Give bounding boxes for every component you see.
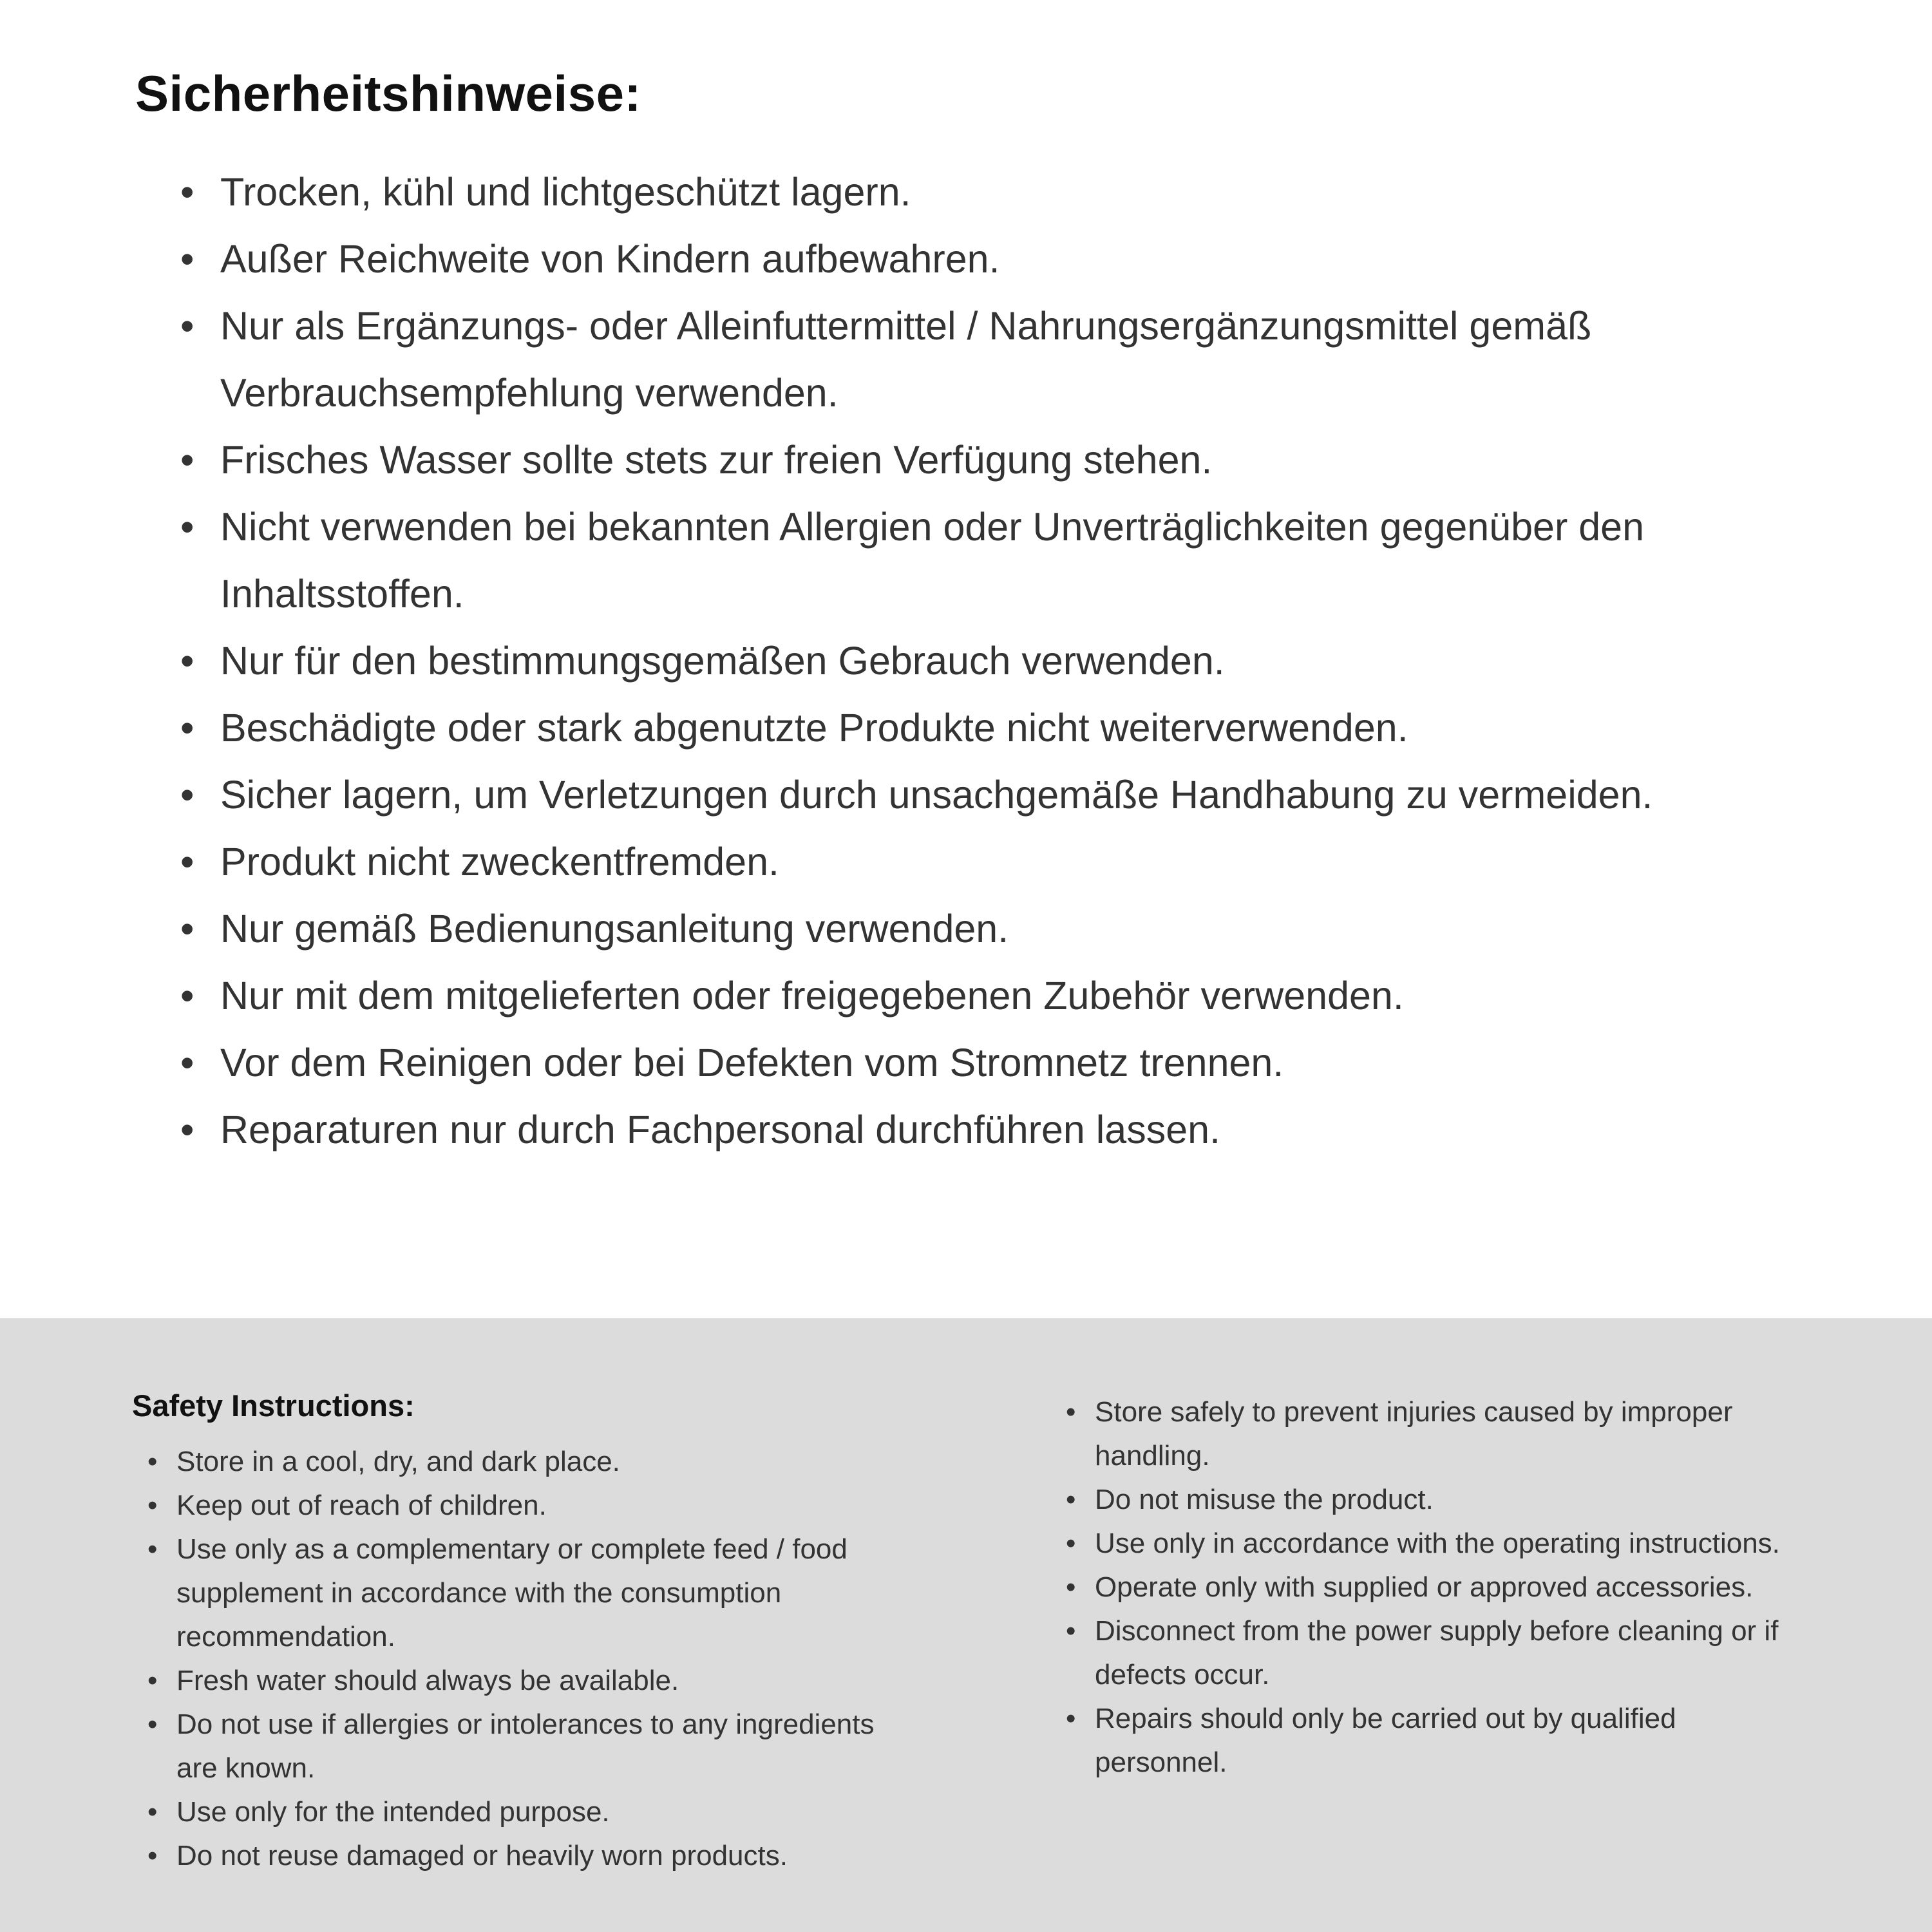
german-list-item-text: Beschädigte oder stark abgenutzte Produkte nicht weiterverwenden. (220, 706, 1408, 750)
bullet-marker: • (180, 170, 194, 214)
german-list-item-text: Frisches Wasser sollte stets zur freien Verfügung stehen. (220, 438, 1213, 482)
english-safety-list-right (1066, 1390, 1839, 1785)
bullet-marker: • (147, 1446, 158, 1477)
bullet-marker: • (180, 438, 194, 482)
english-list-item (147, 1484, 1001, 1528)
english-list-item (147, 1703, 1001, 1790)
english-list-item-text: Do not reuse damaged or heavily worn products. (176, 1840, 788, 1871)
bullet-marker: • (180, 706, 194, 750)
english-list-item-text: Use only for the intended purpose. (176, 1796, 610, 1828)
bullet-marker: • (180, 237, 194, 281)
bullet-marker: • (180, 840, 194, 884)
german-list-item (180, 493, 1687, 627)
german-safety-list (180, 158, 1687, 1163)
bullet-marker: • (180, 304, 194, 348)
german-list-item-text: Nur mit dem mitgelieferten oder freigegebenen Zubehör verwenden. (220, 974, 1404, 1018)
german-list-item-text: Nur gemäß Bedienungsanleitung verwenden. (220, 907, 1009, 951)
german-list-item-text: Nur als Ergänzungs- oder Alleinfuttermittel / Nahrungsergänzungsmittel gemäß Verbrauchsempfehlung verwenden. (220, 304, 1592, 415)
english-list-item (147, 1790, 1001, 1834)
english-list-item-text: Keep out of reach of children. (176, 1490, 547, 1521)
german-list-item-text: Nicht verwenden bei bekannten Allergien oder Unverträglichkeiten gegenüber den Inhaltsstoffen. (220, 505, 1645, 616)
bullet-marker: • (147, 1840, 158, 1871)
bullet-marker: • (180, 505, 194, 549)
english-list-item-text: Store in a cool, dry, and dark place. (176, 1446, 620, 1477)
german-list-item (180, 962, 1687, 1029)
english-list-item (147, 1528, 1001, 1659)
english-list-item (147, 1440, 1001, 1484)
english-column-left (132, 1388, 1001, 1932)
german-list-item (180, 426, 1687, 493)
german-list-item-text: Reparaturen nur durch Fachpersonal durchführen lassen. (220, 1108, 1221, 1151)
english-list-item (1066, 1390, 1839, 1478)
bullet-marker: • (180, 639, 194, 683)
german-list-item (180, 225, 1687, 292)
bullet-marker: • (180, 974, 194, 1018)
english-list-item-text: Use only as a complementary or complete feed / food supplement in accordance with the consumption recommendation. (176, 1533, 848, 1653)
bullet-marker: • (1066, 1396, 1076, 1428)
bullet-marker: • (147, 1796, 158, 1828)
english-safety-list-left (147, 1440, 1001, 1878)
bullet-marker: • (180, 1108, 194, 1151)
english-column-right (1066, 1388, 1839, 1932)
bullet-marker: • (147, 1490, 158, 1521)
german-list-item (180, 1029, 1687, 1096)
english-list-item-text: Fresh water should always be available. (176, 1665, 679, 1696)
english-section (0, 1318, 1932, 1932)
german-list-item (180, 158, 1687, 225)
german-list-item-text: Außer Reichweite von Kindern aufbewahren. (220, 237, 1000, 281)
english-list-item (1066, 1697, 1839, 1785)
english-list-item-text: Do not use if allergies or intolerances to any ingredients are known. (176, 1709, 875, 1784)
bullet-marker: • (180, 773, 194, 817)
bullet-marker: • (1066, 1615, 1076, 1647)
english-list-item (1066, 1609, 1839, 1697)
bullet-marker: • (180, 907, 194, 951)
bullet-marker: • (147, 1665, 158, 1696)
english-list-item (147, 1659, 1001, 1703)
german-list-item (180, 292, 1687, 426)
german-list-item (180, 627, 1687, 694)
english-list-item (147, 1834, 1001, 1878)
english-list-item-text: Store safely to prevent injuries caused by improper handling. (1095, 1396, 1733, 1472)
german-list-item (180, 828, 1687, 895)
german-list-item (180, 761, 1687, 828)
german-list-item-text: Sicher lagern, um Verletzungen durch unsachgemäße Handhabung zu vermeiden. (220, 773, 1653, 817)
bullet-marker: • (1066, 1571, 1076, 1603)
german-list-item (180, 694, 1687, 761)
english-list-item (1066, 1522, 1839, 1566)
english-list-item (1066, 1566, 1839, 1609)
english-list-item-text: Do not misuse the product. (1095, 1484, 1434, 1515)
bullet-marker: • (147, 1709, 158, 1740)
bullet-marker: • (1066, 1528, 1076, 1559)
english-title: Safety Instructions: (132, 1388, 415, 1423)
german-list-item-text: Produkt nicht zweckentfremden. (220, 840, 779, 884)
english-list-item-text: Repairs should only be carried out by qualified personnel. (1095, 1703, 1676, 1778)
english-list-item-text: Operate only with supplied or approved accessories. (1095, 1571, 1754, 1603)
german-title: Sicherheitshinweise: (135, 65, 641, 122)
german-list-item (180, 1096, 1687, 1163)
english-list-item-text: Disconnect from the power supply before cleaning or if defects occur. (1095, 1615, 1779, 1690)
german-list-item-text: Nur für den bestimmungsgemäßen Gebrauch verwenden. (220, 639, 1225, 683)
bullet-marker: • (147, 1533, 158, 1565)
german-list-item (180, 895, 1687, 962)
english-list-item (1066, 1478, 1839, 1522)
english-list-item-text: Use only in accordance with the operating instructions. (1095, 1528, 1780, 1559)
bullet-marker: • (1066, 1484, 1076, 1515)
bullet-marker: • (1066, 1703, 1076, 1734)
german-list-item-text: Vor dem Reinigen oder bei Defekten vom Stromnetz trennen. (220, 1041, 1284, 1084)
bullet-marker: • (180, 1041, 194, 1084)
german-list-item-text: Trocken, kühl und lichtgeschützt lagern. (220, 170, 911, 214)
